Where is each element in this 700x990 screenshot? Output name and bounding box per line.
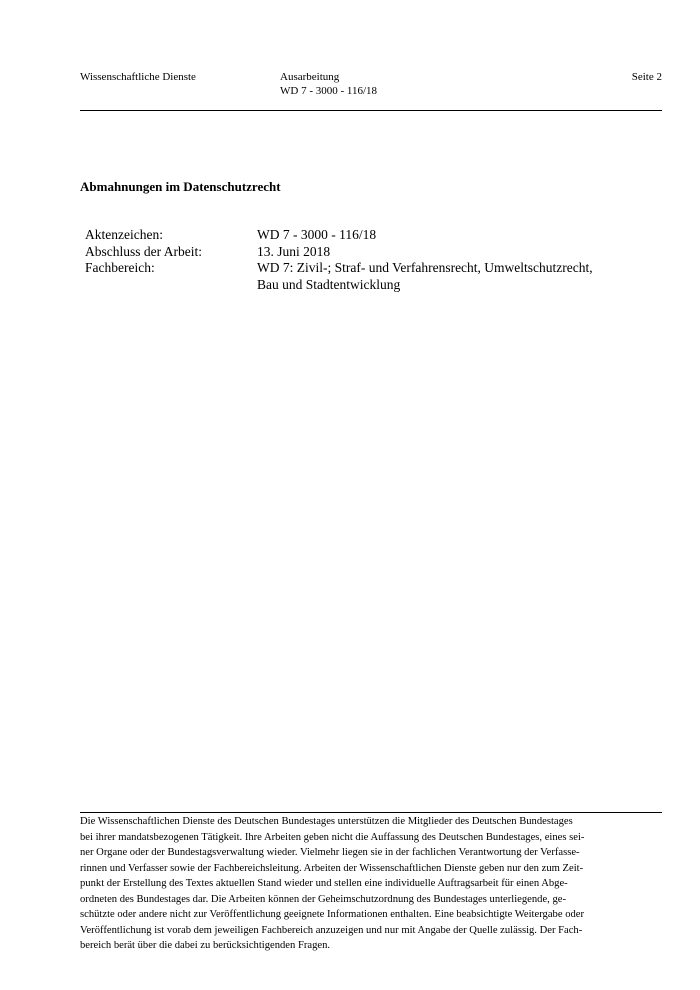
- disclaimer-divider: [80, 812, 662, 813]
- document-title: Abmahnungen im Datenschutzrecht: [80, 179, 281, 194]
- disclaimer-line: Veröffentlichung ist vorab dem jeweiligen Fachbereich anzuzeigen und nur mit Angabe der Quelle zulässig. Der Fach-: [80, 924, 583, 936]
- header-divider: [80, 110, 662, 111]
- page-header: [80, 70, 662, 110]
- meta-value: WD 7: Zivil-; Straf- und Verfahrensrecht, Umweltschutzrecht,: [257, 260, 593, 275]
- document-metadata: [85, 227, 662, 293]
- disclaimer-line: schützte oder andere nicht zur Veröffentlichung geeignete Informationen enthalten. Eine beabsichtigte Weitergabe oder: [80, 909, 585, 920]
- header-page-number: Seite 2: [631, 71, 662, 83]
- header-document-info: [280, 70, 377, 98]
- disclaimer-line: rinnen und Verfasser sowie der Fachbereichsleitung. Arbeiten der Wissenschaftlichen Dienste geben nur den zum Zeit-: [80, 862, 584, 874]
- header-doc-number: WD 7 - 3000 - 116/18: [280, 85, 378, 97]
- header-doc-type: Ausarbeitung: [280, 71, 340, 83]
- disclaimer-line: ordneten des Bundestages dar. Die Arbeiten können der Geheimschutzordnung des Bundestages unterliegende, ge-: [80, 893, 566, 905]
- meta-value: WD 7 - 3000 - 116/18: [257, 227, 377, 242]
- disclaimer-line: ner Organe oder der Bundestagsverwaltung wieder. Vielmehr liegen sie in der fachlichen Verantwortung der Verfasse-: [80, 847, 580, 858]
- disclaimer-text: [80, 814, 662, 954]
- meta-label: Aktenzeichen:: [85, 227, 163, 242]
- meta-row-aktenzeichen: [85, 227, 662, 244]
- disclaimer-line: bereich berät über die dabei zu berücksichtigenden Fragen.: [80, 940, 331, 951]
- meta-label: Abschluss der Arbeit:: [85, 243, 202, 259]
- meta-label: Fachbereich:: [85, 260, 155, 275]
- disclaimer-line: Die Wissenschaftlichen Dienste des Deutschen Bundestages unterstützen die Mitglieder des Deutschen Bundestages: [80, 816, 573, 827]
- meta-row-fachbereich: [85, 260, 662, 293]
- disclaimer-line: bei ihrer mandatsbezogenen Tätigkeit. Ihre Arbeiten geben nicht die Auffassung des Deutschen Bundestages, eines sei-: [80, 831, 585, 843]
- header-institution: Wissenschaftliche Dienste: [80, 71, 196, 83]
- meta-value: 13. Juni 2018: [257, 243, 331, 259]
- disclaimer-line: punkt der Erstellung des Textes aktuellen Stand wieder und stellen eine individuelle Auftragsarbeit für einen Abge-: [80, 878, 568, 889]
- meta-value-continued: Bau und Stadtentwicklung: [257, 276, 401, 292]
- meta-row-abschluss: [85, 244, 662, 261]
